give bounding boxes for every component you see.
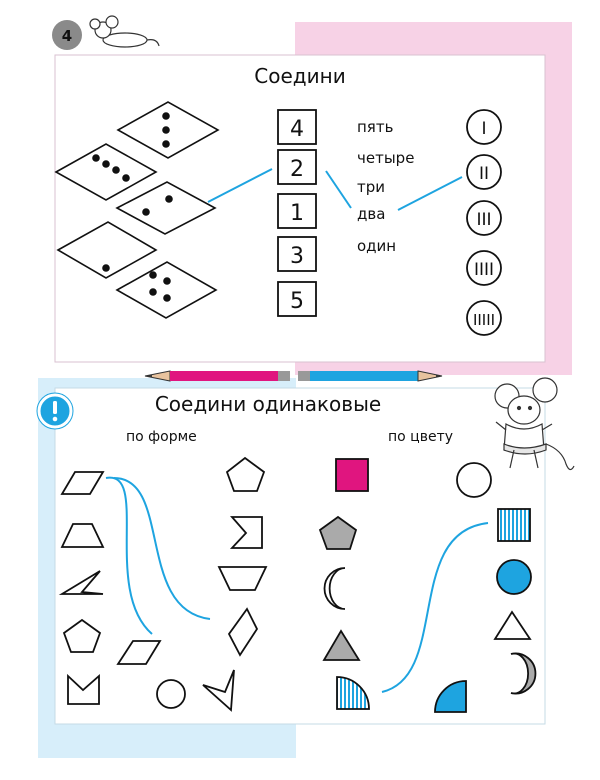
pencil-icon xyxy=(145,371,290,381)
page-number-badge xyxy=(52,20,82,50)
sleeping-mouse-icon xyxy=(90,16,159,47)
tally-label: II xyxy=(478,164,490,184)
circle-shape[interactable] xyxy=(457,463,491,497)
tally-label: IIII xyxy=(473,260,495,280)
page-number: 4 xyxy=(61,27,73,45)
word-label[interactable]: один xyxy=(357,237,397,255)
word-label[interactable]: три xyxy=(357,178,386,196)
section2-title: Соедини одинаковые xyxy=(154,392,382,416)
number-boxes xyxy=(278,110,316,316)
pencil-icon xyxy=(298,371,442,381)
circle-shape[interactable] xyxy=(157,680,185,708)
section1-title: Соедини xyxy=(254,64,346,88)
tally-label: I xyxy=(481,119,487,139)
striped-square[interactable] xyxy=(498,509,530,541)
number-label: 1 xyxy=(290,201,304,226)
subtitle-by-color: по цвету xyxy=(388,429,454,445)
tally-label: III xyxy=(476,210,492,230)
subtitle-by-shape: по форме xyxy=(126,429,197,445)
exclamation-icon xyxy=(37,393,73,429)
word-label[interactable]: пять xyxy=(357,118,394,136)
blue-circle[interactable] xyxy=(497,560,531,594)
number-label: 4 xyxy=(290,117,304,142)
magenta-square[interactable] xyxy=(336,459,368,491)
number-label: 3 xyxy=(290,244,304,269)
number-label: 5 xyxy=(290,289,304,314)
word-label[interactable]: два xyxy=(357,205,386,223)
tally-label: IIIII xyxy=(472,311,496,329)
word-label[interactable]: четыре xyxy=(357,149,415,167)
number-label: 2 xyxy=(290,157,304,182)
